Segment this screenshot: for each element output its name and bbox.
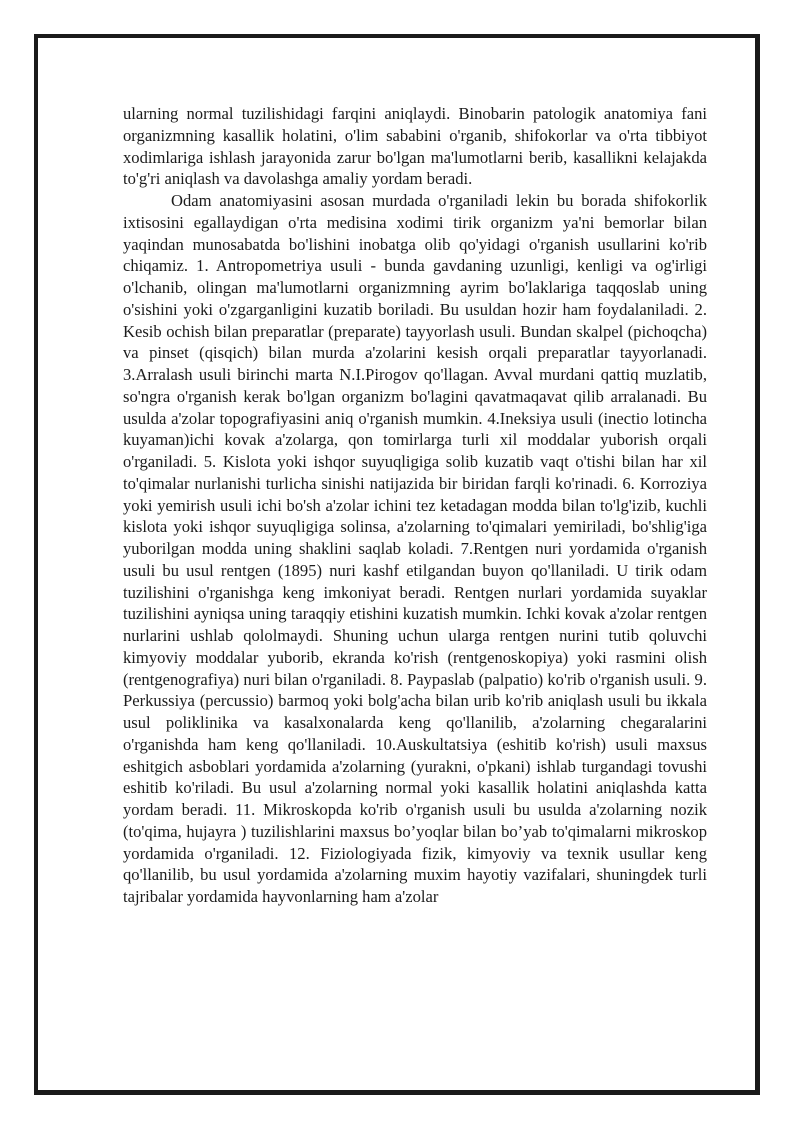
- paragraph-intro-continuation: ularning normal tuzilishidagi farqini aniqlaydi. Binobarin patologik anatomiya fani organizmning kasallik holatini, o'lim sababini o'rganib, shifokorlar va o'rta tibbiyot xodimlariga ishlash jarayonida zarur bo'lgan ma'lumotlarni berib, kasallikni kelajakda to'g'ri aniqlash va davolashga amaliy yordam beradi.: [123, 104, 707, 189]
- paragraph-study-methods: Odam anatomiyasini asosan murdada o'rganiladi lekin bu borada shifokorlik ixtisosini egallaydigan o'rta medisina xodimi tirik organizm ya'ni bemorlar bilan yaqindan munosabatda bo'lishini inobatga olib qo'yidagi o'rganish usullarini ko'rib chiqamiz. 1. Antropometriya usuli - bunda gavdaning uzunligi, kenligi va og'irligi o'lchanib, olingan ma'lumotlarni organizmning ayrim bo'laklariga taqqoslab uning o'sishini yoki o'zgarganligini kuzatib boriladi. Bu usuldan hozir ham foydalaniladi. 2. Kesib ochish bilan preparatlar (preparate) tayyorlash usuli. Bundan skalpel (pichoqcha) va pinset (qisqich) bilan murda a'zolarini kesish orqali preparatlar tayyorlanadi. 3.Arralash usuli birinchi marta N.I.Pirogov qo'llagan. Avval murdani qattiq muzlatib, so'ngra o'rganish kerak bo'lgan organizm bo'lagini qavatmaqavat qilib arralanadi. Bu usulda a'zolar topografiyasini aniq o'rganish mumkin. 4.Ineksiya usuli (inectio lotincha kuyaman)ichi kovak a'zolarga, qon tomirlarga turli xil moddalar yuborish orqali o'rganiladi. 5. Kislota yoki ishqor suyuqligiga solib kuzatib vaqt o'tishi bilan har xil to'qimalar nurlanishi turlicha sinishi natijazida bir biridan farqli ko'rinadi. 6. Korroziya yoki yemirish usuli ichi bo'sh a'zolar ichini tez ketadagan modda bilan to'lg'izib, kuchli kislota yoki ishqor suyuqligiga solinsa, a'zolarning to'qimalari yemiriladi, bo'shlig'iga yuborilgan modda uning shaklini saqlab koladi. 7.Rentgen nuri yordamida o'rganish usuli bu usul rentgen (1895) nuri kashf etilgandan buyon qo'llaniladi. U tirik odam tuzilishini o'rganishga keng imkoniyat beradi. Rentgen nurlari yordamida suyaklar tuzilishini ayniqsa uning taraqqiy etishini kuzatish mumkin. Ichki kovak a'zolar rentgen nurlarini ushlab qololmaydi. Shuning uchun ularga rentgen nurini tutib qoluvchi kimyoviy moddalar yuborib, ekranda ko'rish (rentgenoskopiya) yoki rasmini olish (rentgenografiya) nuri bilan o'rganiladi. 8. Paypaslab (palpatio) ko'rib o'rganish usuli. 9. Perkussiya (percussio) barmoq yoki bolg'acha bilan urib ko'rib aniqlash usuli bu ikkala usul poliklinika va kasalxonalarda keng qo'llanilib, a'zolarning chegaralarini o'rganishda ham keng qo'llaniladi. 10.Auskultatsiya (eshitib ko'rish) usuli maxsus eshitgich asboblari yordamida a'zolarning (yurakni, o'pkani) ishlab turgandagi tovushi eshitib ko'riladi. Bu usul a'zolarning normal yoki kasallik holatini aniqlashda katta yordam beradi. 11. Mikroskopda ko'rib o'rganish usuli bu usulda a'zolarning nozik (to'qima, hujayra ) tuzilishlarini maxsus bo’yoqlar bilan bo’yab to'qimalarni mikroskop yordamida o'rganiladi. 12. Fiziologiyada fizik, kimyoviy va texnik usullar keng qo'llanilib, bu usul yordamida a'zolarning muxim hayotiy vazifalari, shuningdek turli tajribalar yordamida hayvonlarning ham a'zolar: [123, 191, 707, 906]
- document-body: [123, 103, 707, 908]
